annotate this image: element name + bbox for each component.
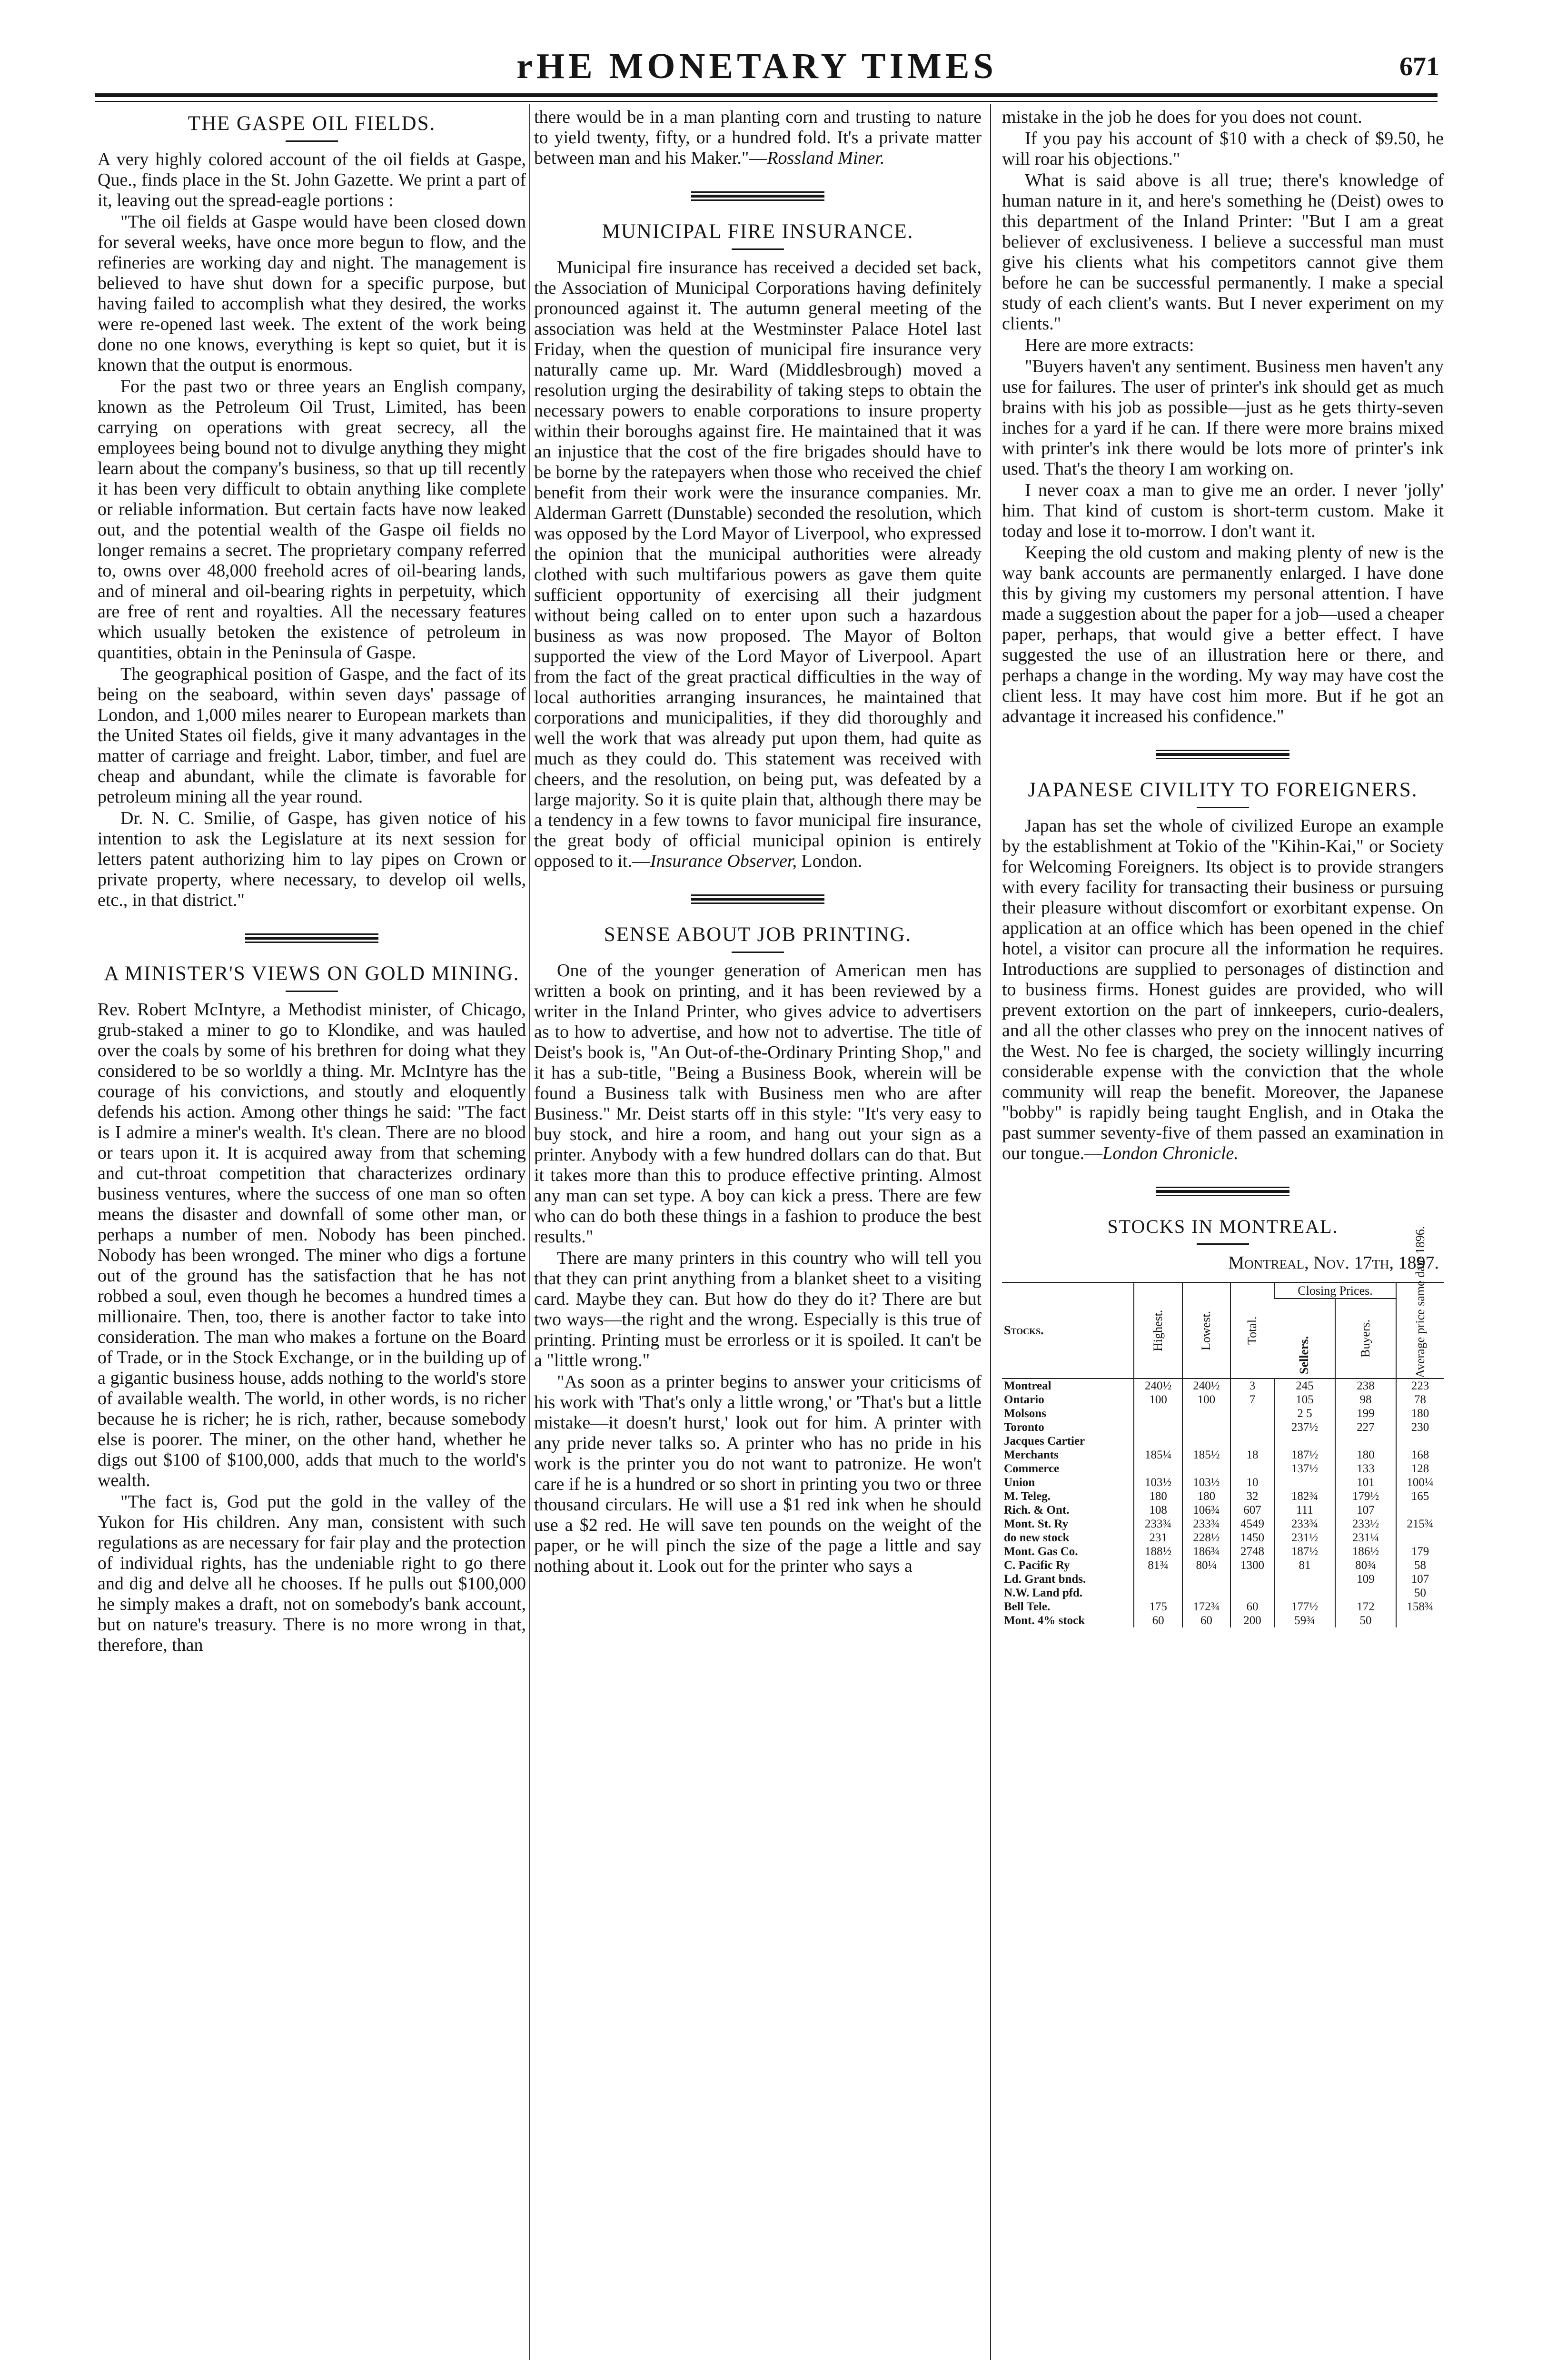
- table-cell: 199: [1335, 1407, 1396, 1420]
- table-cell: 233¾: [1134, 1517, 1182, 1531]
- table-cell: 105: [1274, 1393, 1335, 1407]
- stock-name-cell: Toronto: [1004, 1421, 1044, 1434]
- article-paragraph: I never coax a man to give me an order. I never 'jolly' him. That kind of custom is short-term custom. Make it today and lose it to-morrow. I don't want it.: [1002, 480, 1444, 541]
- article-paragraph: [534, 107, 982, 169]
- table-cell: 230: [1396, 1420, 1444, 1434]
- stock-name-cell: Mont. Gas Co.: [1004, 1545, 1078, 1558]
- source-credit: London Chronicle.: [1102, 1143, 1239, 1163]
- col-header-total-label: Total.: [1245, 1316, 1259, 1345]
- table-cell: [1182, 1572, 1230, 1586]
- table-cell: 133: [1335, 1462, 1396, 1476]
- table-cell: 180: [1396, 1407, 1444, 1420]
- article-paragraph: A very highly colored account of the oil fields at Gaspe, Que., finds place in the St. John Gazette. We print a part of it, leaving out the spread-eagle portions :: [98, 149, 526, 210]
- table-cell: 186¾: [1182, 1545, 1230, 1558]
- table-cell: [1335, 1586, 1396, 1600]
- article-paragraph: Dr. N. C. Smilie, of Gaspe, has given notice of his intention to ask the Legislature at its next session for letters patent authorizing him to lay pipes on Crown or private property, where necessary, to develop oil wells, etc., in that district.": [98, 808, 526, 910]
- article-heading-minister: A MINISTER'S VIEWS ON GOLD MINING.: [104, 962, 520, 985]
- heading-dash: [1197, 807, 1249, 808]
- section-separator: [1156, 750, 1289, 759]
- col-header-lowest-label: Lowest.: [1199, 1310, 1213, 1350]
- table-cell: 2748: [1230, 1545, 1274, 1558]
- table-cell: [1396, 1531, 1444, 1545]
- table-cell: 188½: [1134, 1545, 1182, 1558]
- heading-dash: [732, 952, 784, 953]
- table-cell: 228½: [1182, 1531, 1230, 1545]
- table-cell: 240½: [1134, 1378, 1182, 1393]
- col-header-buyers: [1335, 1299, 1396, 1378]
- article-paragraph: "The fact is, God put the gold in the valley of the Yukon for His children. Any man, consistent with such regulations as are necessary for fair play and the protection of individual rights, has the undeniable right to go there and dig and delve all he chooses. If he pulls out $100,000 he simply makes a draft, not on somebody's bank account, but on nature's treasury. There is no more wrong in that, therefore, than: [98, 1492, 526, 1655]
- source-credit: Insurance Observer,: [650, 851, 797, 871]
- article-heading-fire-insurance: MUNICIPAL FIRE INSURANCE.: [602, 220, 914, 243]
- column-2: [534, 107, 982, 2358]
- col-header-average: [1396, 1226, 1444, 1378]
- table-cell: 245: [1274, 1378, 1335, 1393]
- article-paragraph: mistake in the job he does for you does not count.: [1002, 107, 1362, 127]
- stock-name-cell: Molsons: [1004, 1407, 1046, 1420]
- table-cell: 215¾: [1396, 1517, 1444, 1531]
- table-cell: 240½: [1182, 1378, 1230, 1393]
- stock-name-cell: Jacques Cartier: [1004, 1435, 1085, 1448]
- col-header-sellers-label: Sellers.: [1297, 1336, 1311, 1375]
- section-separator: [691, 894, 824, 904]
- table-row: [1002, 1407, 1444, 1420]
- table-row: [1002, 1434, 1444, 1448]
- table-cell: 223: [1396, 1378, 1444, 1393]
- table-cell: 158¾: [1396, 1600, 1444, 1614]
- continued-text: there would be in a man planting corn and trusting to nature to yield twenty, fifty, or a hundred fold. It's a private matter between man and his Maker."—: [534, 107, 982, 168]
- article-paragraph: [1002, 816, 1444, 1164]
- table-cell: [1274, 1434, 1335, 1448]
- table-cell: 103½: [1182, 1476, 1230, 1489]
- table-cell: [1230, 1420, 1274, 1434]
- table-cell: 137½: [1274, 1462, 1335, 1476]
- page-number: 671: [1399, 52, 1439, 81]
- article-paragraph: [534, 258, 982, 872]
- table-header-row: [1002, 1282, 1444, 1299]
- table-cell: 233½: [1335, 1517, 1396, 1531]
- table-row: [1002, 1448, 1444, 1462]
- stock-name-cell: Montreal: [1004, 1379, 1051, 1392]
- source-credit-tail: London.: [796, 851, 863, 871]
- table-cell: 238: [1335, 1378, 1396, 1393]
- table-cell: 100: [1182, 1393, 1230, 1407]
- table-cell: 2 5: [1274, 1407, 1335, 1420]
- stock-name-cell: Bell Tele.: [1004, 1600, 1051, 1613]
- table-cell: 128: [1396, 1462, 1444, 1476]
- heading-dash: [286, 991, 338, 992]
- article-text: Japan has set the whole of civilized Europe an example by the establishment at Tokio of the "Kihin-Kai," or Society for Welcoming Foreigners. Its object is to provide strangers with every facility for transacting their business or pursuing their pleasure without discomfort or exorbitant expense. On application at an office which has been opened in the chief hotel, a visitor can procure all the information he requires. Introductions are supplied to personages of distinction and to business firms. Honest guides are provided, who will prevent extortion on the part of innkeepers, curio-dealers, and all the other classes who prey on the innocent natives of the West. No fee is charged, the society willingly incurring considerable expense with the conviction that the whole community will reap the benefit. Moreover, the Japanese "bobby" is rapidly being taught English, and in Otaka the past summer seventy-five of them passed an examination in our tongue.—: [1002, 816, 1444, 1163]
- table-row: [1002, 1586, 1444, 1600]
- table-cell: 231: [1134, 1531, 1182, 1545]
- table-cell: [1274, 1476, 1335, 1489]
- table-cell: 50: [1396, 1586, 1444, 1600]
- table-cell: [1134, 1407, 1182, 1420]
- article-paragraph: Here are more extracts:: [1025, 335, 1194, 355]
- table-cell: 175: [1134, 1600, 1182, 1614]
- masthead-rule-thin: [95, 101, 1438, 102]
- masthead-rule: [95, 93, 1438, 97]
- col-header-stocks-label: Stocks.: [1004, 1323, 1044, 1337]
- table-cell: 103½: [1134, 1476, 1182, 1489]
- table-cell: [1134, 1434, 1182, 1448]
- col-header-average-label: Average price same date 1896.: [1413, 1226, 1427, 1378]
- table-cell: [1182, 1420, 1230, 1434]
- table-row: [1002, 1378, 1444, 1393]
- col-header-closing: Closing Prices.: [1274, 1282, 1396, 1299]
- table-cell: 165: [1396, 1489, 1444, 1503]
- table-cell: 100¼: [1396, 1476, 1444, 1489]
- table-cell: [1396, 1503, 1444, 1517]
- table-row: [1002, 1614, 1444, 1627]
- table-cell: 186½: [1335, 1545, 1396, 1558]
- table-cell: 98: [1335, 1393, 1396, 1407]
- table-cell: 180: [1134, 1489, 1182, 1503]
- article-heading-job-printing: SENSE ABOUT JOB PRINTING.: [604, 923, 912, 946]
- table-row: [1002, 1503, 1444, 1517]
- table-cell: 1450: [1230, 1531, 1274, 1545]
- stock-name-cell: Rich. & Ont.: [1004, 1504, 1070, 1517]
- table-cell: [1230, 1572, 1274, 1586]
- col-header-highest-label: Highest.: [1151, 1309, 1165, 1351]
- stock-name-cell: Ontario: [1004, 1393, 1044, 1406]
- table-cell: [1182, 1462, 1230, 1476]
- table-cell: 59¾: [1274, 1614, 1335, 1627]
- table-cell: 233¾: [1182, 1517, 1230, 1531]
- article-paragraph: If you pay his account of $10 with a check of $9.50, he will roar his objections.": [1002, 129, 1444, 169]
- section-separator: [245, 933, 378, 943]
- table-cell: 50: [1335, 1614, 1396, 1627]
- table-cell: 177½: [1274, 1600, 1335, 1614]
- column-divider: [529, 104, 530, 2360]
- article-paragraph: "As soon as a printer begins to answer your criticisms of his work with 'That's only a little wrong,' or 'That's but a little mistake—it doesn't hurst,' look out for him. A printer with any pride never talks so. A printer who has no pride in his work is the printer you do not want to patronize. He won't care if he is a hundred or so short in printing you two or three thousand circulars. He will use a $1 red ink when he should use a $2 red. He will save ten pounds on the weight of the paper, or he will pinch the size of the page a little and say nothing about it. Look out for the printer who says a: [534, 1372, 982, 1576]
- section-separator: [1156, 1187, 1289, 1196]
- col-header-stocks: [1002, 1282, 1134, 1378]
- table-row: [1002, 1531, 1444, 1545]
- table-cell: [1396, 1614, 1444, 1627]
- table-row: [1002, 1517, 1444, 1531]
- article-heading-gaspe: THE GASPE OIL FIELDS.: [188, 112, 436, 135]
- table-cell: 231½: [1274, 1531, 1335, 1545]
- table-cell: 109: [1335, 1572, 1396, 1586]
- col-header-lowest: [1182, 1282, 1230, 1378]
- table-cell: 111: [1274, 1503, 1335, 1517]
- heading-dash: [1197, 1243, 1249, 1245]
- article-paragraph: Keeping the old custom and making plenty of new is the way bank accounts are permanently enlarged. I have done this by giving my customers my personal attention. I have made a suggestion about the paper for a job—used a cheaper paper, perhaps, that would give a better effect. I have suggested the use of an illustration here or there, and perhaps a change in the wording. My way may have cost the client less. It may have cost him more. But if he got an advantage it increased his confidence.": [1002, 543, 1444, 726]
- table-cell: 101: [1335, 1476, 1396, 1489]
- table-cell: [1230, 1407, 1274, 1420]
- table-cell: 107: [1335, 1503, 1396, 1517]
- table-cell: 179½: [1335, 1489, 1396, 1503]
- stock-name-cell: Mont. St. Ry: [1004, 1517, 1069, 1530]
- article-paragraph: For the past two or three years an English company, known as the Petroleum Oil Trust, Limited, has been carrying on operations with great secrecy, all the employees being bound not to divulge anything they might learn about the company's business, so that up till recently it has been very difficult to obtain anything like complete or reliable information. But certain facts have now leaked out, and the potential wealth of the Gaspe oil fields no longer remains a secret. The proprietary company referred to, owns over 48,000 freehold acres of oil-bearing lands, and of mineral and oil-bearing rights in perpetuity, which are free of rent and royalties. All the necessary features which usually betoken the existence of petroleum in quantities, obtain in the Peninsula of Gaspe.: [98, 377, 526, 663]
- table-cell: 187½: [1274, 1448, 1335, 1462]
- table-cell: 1300: [1230, 1558, 1274, 1572]
- table-cell: 180: [1182, 1489, 1230, 1503]
- table-row: [1002, 1545, 1444, 1558]
- table-cell: 182¾: [1274, 1489, 1335, 1503]
- stock-name-cell: Ld. Grant bnds.: [1004, 1573, 1086, 1586]
- table-row: [1002, 1558, 1444, 1572]
- source-credit: Rossland Miner.: [767, 148, 885, 168]
- stocks-heading: STOCKS IN MONTREAL.: [1107, 1216, 1339, 1237]
- table-cell: [1230, 1586, 1274, 1600]
- column-1: [98, 107, 526, 2358]
- stocks-table-body: [1002, 1378, 1444, 1627]
- stock-name-cell: Mont. 4% stock: [1004, 1614, 1085, 1627]
- table-cell: [1396, 1434, 1444, 1448]
- col-header-total: [1230, 1282, 1274, 1378]
- col-header-highest: [1134, 1282, 1182, 1378]
- table-cell: 180: [1335, 1448, 1396, 1462]
- table-cell: [1134, 1420, 1182, 1434]
- table-cell: [1134, 1586, 1182, 1600]
- table-cell: 185¼: [1134, 1448, 1182, 1462]
- table-cell: 81¾: [1134, 1558, 1182, 1572]
- table-cell: [1274, 1572, 1335, 1586]
- table-cell: 172: [1335, 1600, 1396, 1614]
- table-cell: 237½: [1274, 1420, 1335, 1434]
- stock-name-cell: Commerce: [1004, 1462, 1060, 1475]
- table-cell: 227: [1335, 1420, 1396, 1434]
- table-cell: [1182, 1434, 1230, 1448]
- table-cell: 172¾: [1182, 1600, 1230, 1614]
- table-cell: 81: [1274, 1558, 1335, 1572]
- table-cell: 231¼: [1335, 1531, 1396, 1545]
- stock-name-cell: Merchants: [1004, 1448, 1059, 1461]
- table-cell: 100: [1134, 1393, 1182, 1407]
- table-cell: 80¼: [1182, 1558, 1230, 1572]
- table-cell: [1134, 1572, 1182, 1586]
- col-header-sellers: [1274, 1299, 1335, 1378]
- table-row: [1002, 1600, 1444, 1614]
- article-paragraph: The geographical position of Gaspe, and the fact of its being on the seaboard, within seven days' passage of London, and 1,000 miles nearer to European markets than the United States oil fields, give it many advantages in the matter of carriage and freight. Labor, timber, and fuel are cheap and abundant, while the climate is favorable for petroleum mining all the year round.: [98, 664, 526, 807]
- column-divider: [990, 104, 991, 2360]
- section-separator: [691, 191, 824, 201]
- table-cell: [1335, 1434, 1396, 1448]
- masthead-title: rHE MONETARY TIMES: [516, 46, 997, 86]
- table-cell: [1230, 1462, 1274, 1476]
- article-paragraph: "Buyers haven't any sentiment. Business men haven't any use for failures. The user of printer's ink should get as much brains with his job as possible—just as he gets thirty-seven inches for a yard if he can. If there were more brains mixed with printer's ink there would be lots more of printer's ink used. That's the theory I am working on.: [1002, 357, 1444, 479]
- col-header-buyers-label: Buyers.: [1359, 1319, 1373, 1358]
- table-cell: 80¾: [1335, 1558, 1396, 1572]
- table-cell: [1134, 1462, 1182, 1476]
- table-cell: 3: [1230, 1378, 1274, 1393]
- article-paragraph: "The oil fields at Gaspe would have been closed down for several weeks, have once more begun to flow, and the refineries are working day and night. The management is believed to have shut down for a specific purpose, but having failed to accomplish what they desired, the works were re-opened last week. The extent of the work being done no one knows, everything is kept so quiet, but it is known that the output is enormous.: [98, 212, 526, 375]
- table-cell: [1182, 1586, 1230, 1600]
- table-cell: 200: [1230, 1614, 1274, 1627]
- table-cell: 4549: [1230, 1517, 1274, 1531]
- table-cell: 7: [1230, 1393, 1274, 1407]
- table-cell: 233¾: [1274, 1517, 1335, 1531]
- table-cell: 106¾: [1182, 1503, 1230, 1517]
- table-cell: 60: [1134, 1614, 1182, 1627]
- stock-name-cell: do new stock: [1004, 1531, 1070, 1544]
- table-cell: 607: [1230, 1503, 1274, 1517]
- stock-name-cell: C. Pacific Ry: [1004, 1559, 1070, 1572]
- table-row: [1002, 1462, 1444, 1476]
- table-cell: 168: [1396, 1448, 1444, 1462]
- table-cell: 10: [1230, 1476, 1274, 1489]
- heading-dash: [732, 248, 784, 250]
- table-cell: 108: [1134, 1503, 1182, 1517]
- stocks-date: Montreal, Nov. 17th, 1897.: [1228, 1253, 1439, 1273]
- table-cell: 58: [1396, 1558, 1444, 1572]
- article-paragraph: What is said above is all true; there's knowledge of human nature in it, and here's something he (Deist) owes to this department of the Inland Printer: "But I am a great believer of exclusiveness. I believe a successful man must give his clients what his competitors cannot give them before he can be successful permanently. I make a special study of each client's wants. But I never experiment on my clients.": [1002, 170, 1444, 334]
- table-cell: 32: [1230, 1489, 1274, 1503]
- stock-name-cell: Union: [1004, 1476, 1035, 1489]
- table-cell: [1182, 1407, 1230, 1420]
- heading-dash: [286, 140, 338, 142]
- table-cell: [1230, 1434, 1274, 1448]
- table-row: [1002, 1476, 1444, 1489]
- table-cell: 60: [1182, 1614, 1230, 1627]
- table-cell: 107: [1396, 1572, 1444, 1586]
- article-heading-japanese-civility: JAPANESE CIVILITY TO FOREIGNERS.: [1028, 779, 1418, 801]
- table-cell: 60: [1230, 1600, 1274, 1614]
- table-cell: 187½: [1274, 1545, 1335, 1558]
- stock-name-cell: N.W. Land pfd.: [1004, 1587, 1083, 1599]
- table-cell: [1274, 1586, 1335, 1600]
- table-cell: 78: [1396, 1393, 1444, 1407]
- article-paragraph: There are many printers in this country who will tell you that they can print anything from a blanket sheet to a visiting card. Maybe they can. But how do they do it? There are but two ways—the right and the wrong. Especially is this true of printing. Printing must be errorless or it is spoiled. It can't be a "little wrong.": [534, 1248, 982, 1370]
- table-row: [1002, 1572, 1444, 1586]
- column-3: [1002, 107, 1444, 2358]
- table-row: [1002, 1420, 1444, 1434]
- table-row: [1002, 1489, 1444, 1503]
- table-cell: 18: [1230, 1448, 1274, 1462]
- article-paragraph: Rev. Robert McIntyre, a Methodist minister, of Chicago, grub-staked a miner to go to Klondike, and was hauled over the coals by some of his brethren for doing what they considered to be so worldly a thing. Mr. McIntyre has the courage of his convictions, and stoutly and eloquently defends his action. Among other things he said: "The fact is I admire a miner's wealth. It's clean. There are no blood or tears upon it. It is acquired away from that scheming and cut-throat competition that characterizes ordinary business ventures, where the success of one man so often means the disaster and downfall of some other man, or perhaps a number of men. Nobody has been pinched. Nobody has been wronged. The miner who digs a fortune out of the ground has the satisfaction that he has not robbed a soul, even though he becomes a hundred times a millionaire. Then, too, there is another factor to take into consideration. The man who makes a fortune on the Board of Trade, or in the Stock Exchange, or in the building up of a gigantic business house, adds nothing to the world's store of available wealth. The world, in other words, is no richer because he is richer; he is rich, rather, because somebody else is poorer. The miner, on the other hand, whether he digs out $100 of $100,000, adds that much to the world's wealth.: [98, 1000, 526, 1490]
- table-cell: 179: [1396, 1545, 1444, 1558]
- article-text: Municipal fire insurance has received a decided set back, the Association of Municipal Corporations having definitely pronounced against it. The autumn general meeting of the association was held at the Westminster Palace Hotel last Friday, when the question of municipal fire insurance very naturally came up. Mr. Ward (Middlesbrough) moved a resolution urging the desirability of taking steps to obtain the necessary powers to enable corporations to insure property within their boroughs against fire. He maintained that it was an injustice that the cost of the fire brigades should have to be borne by the ratepayers when those who received the chief benefit from their work were the insurance companies. Mr. Alderman Garrett (Dunstable) seconded the resolution, which was opposed by the Lord Mayor of Liverpool, who expressed the opinion that the municipal authorities were already clothed with such multifarious powers as gave them quite sufficient opportunity of exercising all their judgment without being called on to enter upon such a hazardous business as was now proposed. The Mayor of Bolton supported the view of the Lord Mayor of Liverpool. Apart from the fact of the great practical difficulties in the way of local authorities arranging insurances, he maintained that corporations and municipalities, if they did thoroughly and well the work that was already put upon them, had quite as much as they could do. This statement was received with cheers, and the resolution, on being put, was defeated by a large majority. So it is quite plain that, although there may be a tendency in a few towns to favor municipal fire insurance, the great body of official municipal opinion is entirely opposed to it.—: [534, 258, 982, 871]
- table-row: [1002, 1393, 1444, 1407]
- table-cell: 185½: [1182, 1448, 1230, 1462]
- stock-name-cell: M. Teleg.: [1004, 1490, 1051, 1503]
- article-paragraph: One of the younger generation of American men has written a book on printing, and it has been reviewed by a writer in the Inland Printer, who gives advice to advertisers as to how to advertise, and how not to advertise. The title of Deist's book is, "An Out-of-the-Ordinary Printing Shop," and it has a sub-title, "Being a Business Book, wherein will be found a Business talk with Business men who are after Business." Mr. Deist starts off in this style: "It's very easy to buy stock, and hire a room, and hang out your sign as a printer. Anybody with a few hundred dollars can do that. But it takes more than this to produce effective printing. Almost any man can set type. A boy can kick a press. There are few who can do both these things in a fashion to produce the best results.": [534, 961, 982, 1247]
